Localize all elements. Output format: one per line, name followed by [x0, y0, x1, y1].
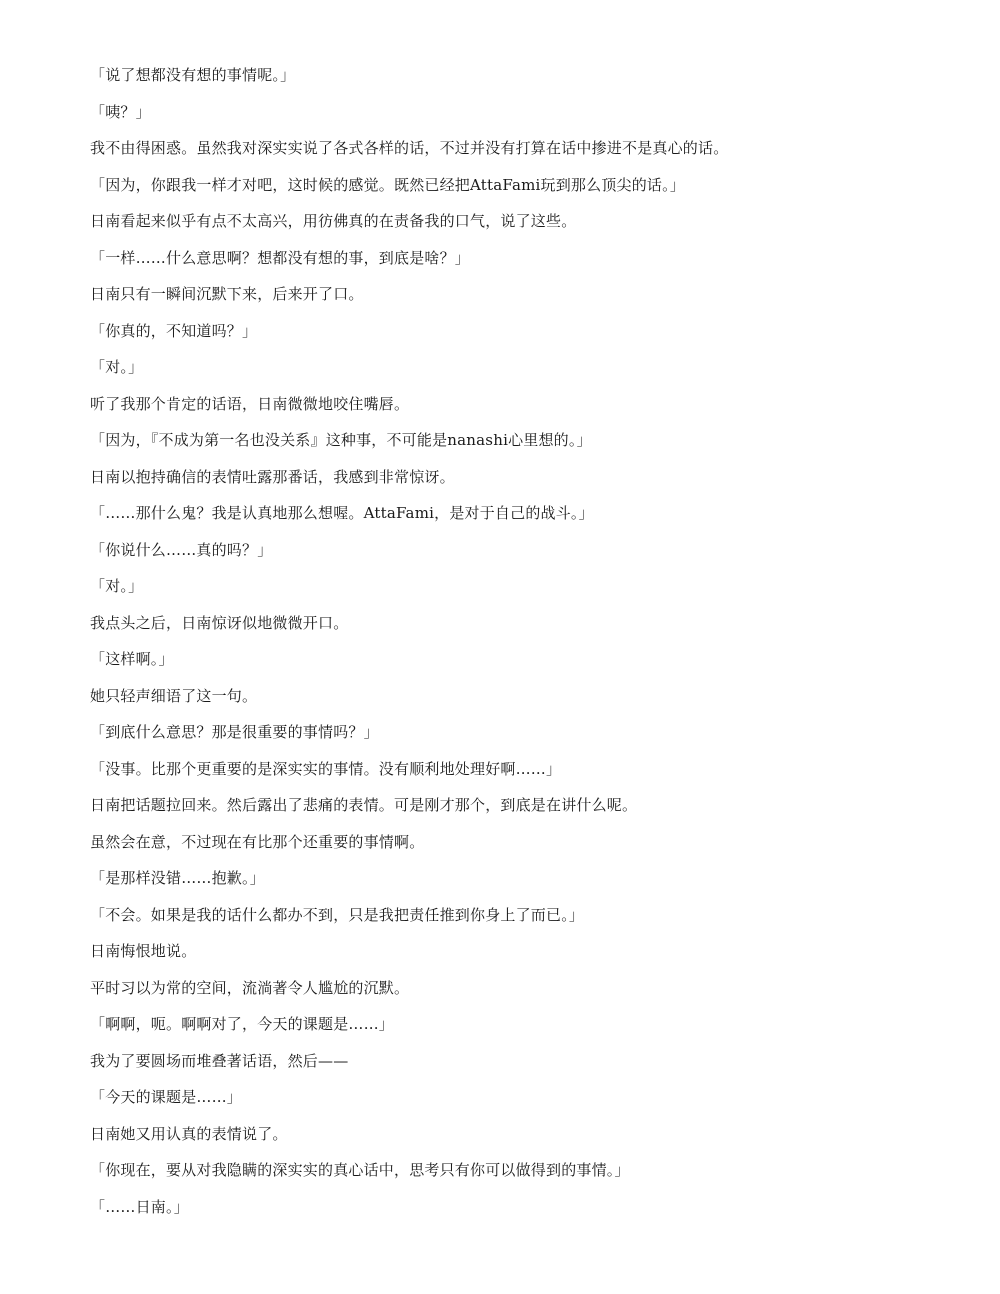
- text-line: 「这样啊。」: [90, 650, 174, 668]
- text-line: 「因为，『不成为第一名也没关系』这种事，不可能是nanashi心里想的。」: [90, 431, 592, 449]
- text-line: 「到底什么意思？那是很重要的事情吗？」: [90, 723, 379, 741]
- text-line: 「说了想都没有想的事情呢。」: [90, 66, 296, 84]
- text-line: 「没事。比那个更重要的是深实实的事情。没有顺利地处理好啊……」: [90, 759, 562, 778]
- text-line: 听了我那个肯定的话语，日南微微地咬住嘴唇。: [90, 394, 410, 413]
- text-line: 我为了要圆场而堆叠著话语，然后——: [90, 1051, 349, 1070]
- text-line: 「你说什么……真的吗？」: [90, 540, 273, 559]
- text-line: 平时习以为常的空间，流淌著令人尴尬的沉默。: [90, 978, 410, 997]
- text-line: 「对。」: [90, 577, 144, 595]
- text-line: 日南把话题拉回来。然后露出了悲痛的表情。可是刚才那个，到底是在讲什么呢。: [90, 796, 638, 814]
- text-line: 「不会。如果是我的话什么都办不到，只是我把责任推到你身上了而已。」: [90, 905, 585, 924]
- text-line: 「是那样没错……抱歉。」: [90, 869, 265, 887]
- text-column: [90, 60, 970, 1228]
- text-line: 「你真的，不知道吗？」: [90, 321, 258, 340]
- text-line: 「……日南。」: [90, 1197, 189, 1216]
- text-line: 「一样……什么意思啊？想都没有想的事，到底是啥？」: [90, 248, 471, 267]
- text-line: 虽然会在意，不过现在有比那个还重要的事情啊。: [90, 832, 425, 851]
- text-line: 「你现在，要从对我隐瞒的深实实的真心话中，思考只有你可以做得到的事情。」: [90, 1161, 630, 1179]
- text-line: 我点头之后，日南惊讶似地微微开口。: [90, 613, 349, 632]
- text-line: 日南看起来似乎有点不太高兴，用彷佛真的在责备我的口气，说了这些。: [90, 212, 577, 230]
- text-line: 日南只有一瞬间沉默下来，后来开了口。: [90, 285, 364, 303]
- text-line: 日南以抱持确信的表情吐露那番话，我感到非常惊讶。: [90, 467, 455, 486]
- text-line: 「咦？」: [90, 102, 151, 121]
- text-line: 我不由得困惑。虽然我对深实实说了各式各样的话，不过并没有打算在话中掺进不是真心的话。: [90, 139, 729, 157]
- text-line: 「啊啊，呃。啊啊对了，今天的课题是……」: [90, 1015, 395, 1033]
- text-line: 「今天的课题是……」: [90, 1088, 243, 1106]
- text-line: 日南悔恨地说。: [90, 942, 197, 960]
- text-line: 「……那什么鬼？我是认真地那么想喔。AttaFami，是对于自己的战斗。」: [90, 504, 594, 522]
- text-line: 她只轻声细语了这一句。: [90, 686, 258, 705]
- text-line: 「因为，你跟我一样才对吧，这时候的感觉。既然已经把AttaFami玩到那么顶尖的话。」: [90, 175, 686, 194]
- text-line: 「对。」: [90, 358, 144, 376]
- text-line: 日南她又用认真的表情说了。: [90, 1124, 288, 1143]
